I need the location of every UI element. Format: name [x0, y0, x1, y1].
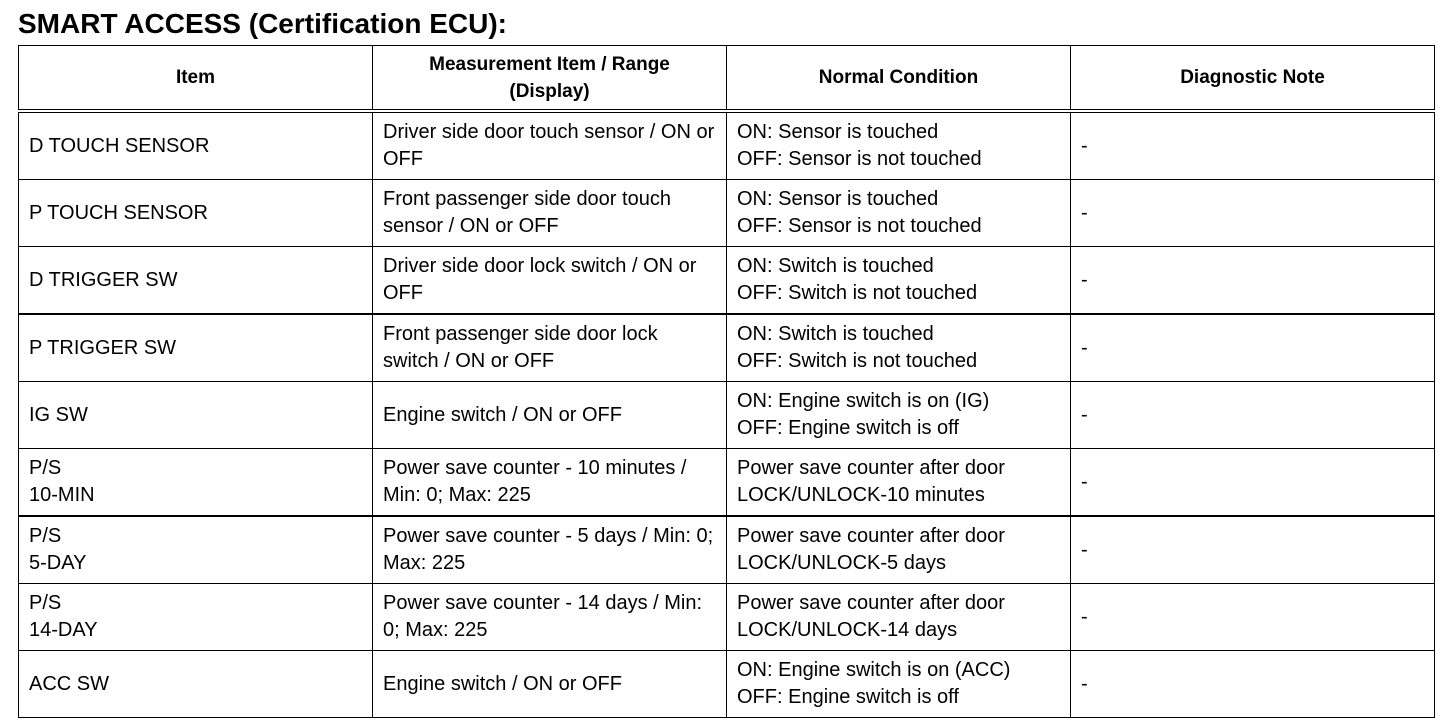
normal-line: ON: Switch is touched — [737, 255, 934, 277]
item-cell — [19, 180, 373, 247]
header-item: Item — [19, 46, 373, 112]
note-cell: - — [1071, 449, 1435, 517]
normal-line: LOCK/UNLOCK-14 days — [737, 619, 958, 641]
measurement-cell: Front passenger side door touch sensor / ON or OFF — [373, 180, 727, 247]
smart-access-table — [18, 45, 1435, 718]
table-row — [19, 584, 1435, 651]
normal-line: LOCK/UNLOCK-5 days — [737, 552, 946, 574]
item-line: ACC SW — [29, 672, 109, 695]
item-cell — [19, 584, 373, 651]
measurement-cell: Engine switch / ON or OFF — [373, 382, 727, 449]
normal-cell — [727, 314, 1071, 382]
normal-line: ON: Engine switch is on (ACC) — [737, 659, 1011, 681]
header-measurement-line1: Measurement Item / Range — [429, 53, 670, 75]
item-line: 14-DAY — [29, 619, 98, 641]
item-line: P/S — [29, 592, 62, 614]
normal-cell — [727, 111, 1071, 180]
normal-line: OFF: Engine switch is off — [737, 686, 959, 708]
measurement-cell: Power save counter - 10 minutes / Min: 0; Max: 225 — [373, 449, 727, 517]
item-cell — [19, 516, 373, 584]
item-cell — [19, 247, 373, 315]
normal-line: ON: Sensor is touched — [737, 188, 939, 210]
note-cell: - — [1071, 382, 1435, 449]
item-line: 5-DAY — [29, 552, 87, 574]
note-cell: - — [1071, 584, 1435, 651]
normal-line: OFF: Sensor is not touched — [737, 215, 982, 237]
normal-cell — [727, 449, 1071, 517]
item-cell — [19, 111, 373, 180]
normal-cell — [727, 516, 1071, 584]
table-row — [19, 247, 1435, 315]
item-line: D TRIGGER SW — [29, 268, 178, 291]
table-row — [19, 449, 1435, 517]
item-line: P/S — [29, 457, 62, 479]
page-title: SMART ACCESS (Certification ECU): — [18, 8, 507, 39]
table-row — [19, 651, 1435, 718]
item-line: 10-MIN — [29, 484, 95, 506]
normal-cell — [727, 180, 1071, 247]
item-cell — [19, 314, 373, 382]
item-cell — [19, 449, 373, 517]
note-cell: - — [1071, 111, 1435, 180]
measurement-cell: Power save counter - 5 days / Min: 0; Max: 225 — [373, 516, 727, 584]
measurement-cell: Power save counter - 14 days / Min: 0; Max: 225 — [373, 584, 727, 651]
normal-cell — [727, 247, 1071, 315]
measurement-cell: Engine switch / ON or OFF — [373, 651, 727, 718]
normal-cell — [727, 584, 1071, 651]
item-line: P TRIGGER SW — [29, 336, 177, 359]
note-cell: - — [1071, 247, 1435, 315]
measurement-cell: Driver side door lock switch / ON or OFF — [373, 247, 727, 315]
item-line: D TOUCH SENSOR — [29, 134, 210, 157]
measurement-cell: Front passenger side door lock switch / ON or OFF — [373, 314, 727, 382]
normal-line: Power save counter after door — [737, 525, 1005, 547]
header-normal: Normal Condition — [727, 46, 1071, 112]
table-row — [19, 314, 1435, 382]
table-row — [19, 516, 1435, 584]
normal-line: ON: Sensor is touched — [737, 121, 939, 143]
item-line: P/S — [29, 525, 62, 547]
normal-cell — [727, 382, 1071, 449]
measurement-cell: Driver side door touch sensor / ON or OFF — [373, 111, 727, 180]
note-cell: - — [1071, 516, 1435, 584]
normal-line: OFF: Switch is not touched — [737, 282, 978, 304]
normal-line: OFF: Sensor is not touched — [737, 148, 982, 170]
item-cell — [19, 382, 373, 449]
item-cell — [19, 651, 373, 718]
item-line: IG SW — [29, 403, 88, 426]
normal-line: Power save counter after door — [737, 592, 1005, 614]
normal-line: ON: Switch is touched — [737, 323, 934, 345]
normal-line: OFF: Engine switch is off — [737, 417, 959, 439]
header-measurement-line2: (Display) — [509, 80, 590, 102]
item-line: P TOUCH SENSOR — [29, 201, 208, 224]
header-note: Diagnostic Note — [1071, 46, 1435, 112]
table-row — [19, 382, 1435, 449]
table-row — [19, 111, 1435, 180]
table-header — [19, 46, 1435, 112]
header-measurement — [373, 46, 727, 112]
table-row — [19, 180, 1435, 247]
note-cell: - — [1071, 180, 1435, 247]
header-row — [19, 46, 1435, 112]
normal-line: LOCK/UNLOCK-10 minutes — [737, 484, 985, 506]
table-body — [19, 111, 1435, 718]
note-cell: - — [1071, 651, 1435, 718]
normal-line: ON: Engine switch is on (IG) — [737, 390, 990, 412]
normal-line: Power save counter after door — [737, 457, 1005, 479]
note-cell: - — [1071, 314, 1435, 382]
normal-line: OFF: Switch is not touched — [737, 350, 978, 372]
normal-cell — [727, 651, 1071, 718]
